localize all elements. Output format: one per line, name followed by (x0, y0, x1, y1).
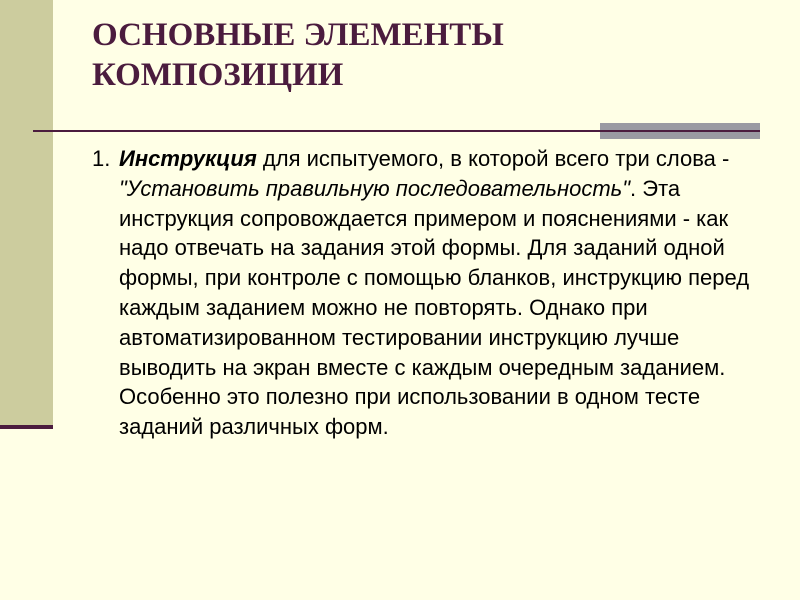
list-item-quote: "Установить правильную последовательность" (119, 175, 631, 201)
slide-title (92, 15, 652, 95)
divider-accent-line (600, 130, 760, 132)
slide-title-line-1: ОСНОВНЫЕ ЭЛЕМЕНТЫ (92, 17, 504, 53)
list-item-text-2: . Эта инструкция сопровождается примером и пояснениями - как надо отвечать на задания этой формы. Для заданий одной формы, при контроле с помощью бланков, инструкцию перед каждым заданием можно не повторять. Однако при автоматизированном тестировании инструкцию лучше выводить на экран вместе с каждым очередным заданием. Особенно это полезно при использовании в одном тесте заданий различных форм. (119, 175, 750, 440)
list-item-term: Инструкция (119, 146, 257, 171)
list-item-text-1: для испытуемого, в которой всего три слова - (256, 146, 730, 171)
slide-title-line-2: КОМПОЗИЦИИ (92, 57, 344, 93)
sidebar-accent-line (0, 425, 53, 429)
list-item (92, 144, 752, 442)
sidebar-decoration (0, 0, 53, 425)
slide-content (92, 144, 752, 442)
list-item-number: 1. (92, 146, 111, 171)
